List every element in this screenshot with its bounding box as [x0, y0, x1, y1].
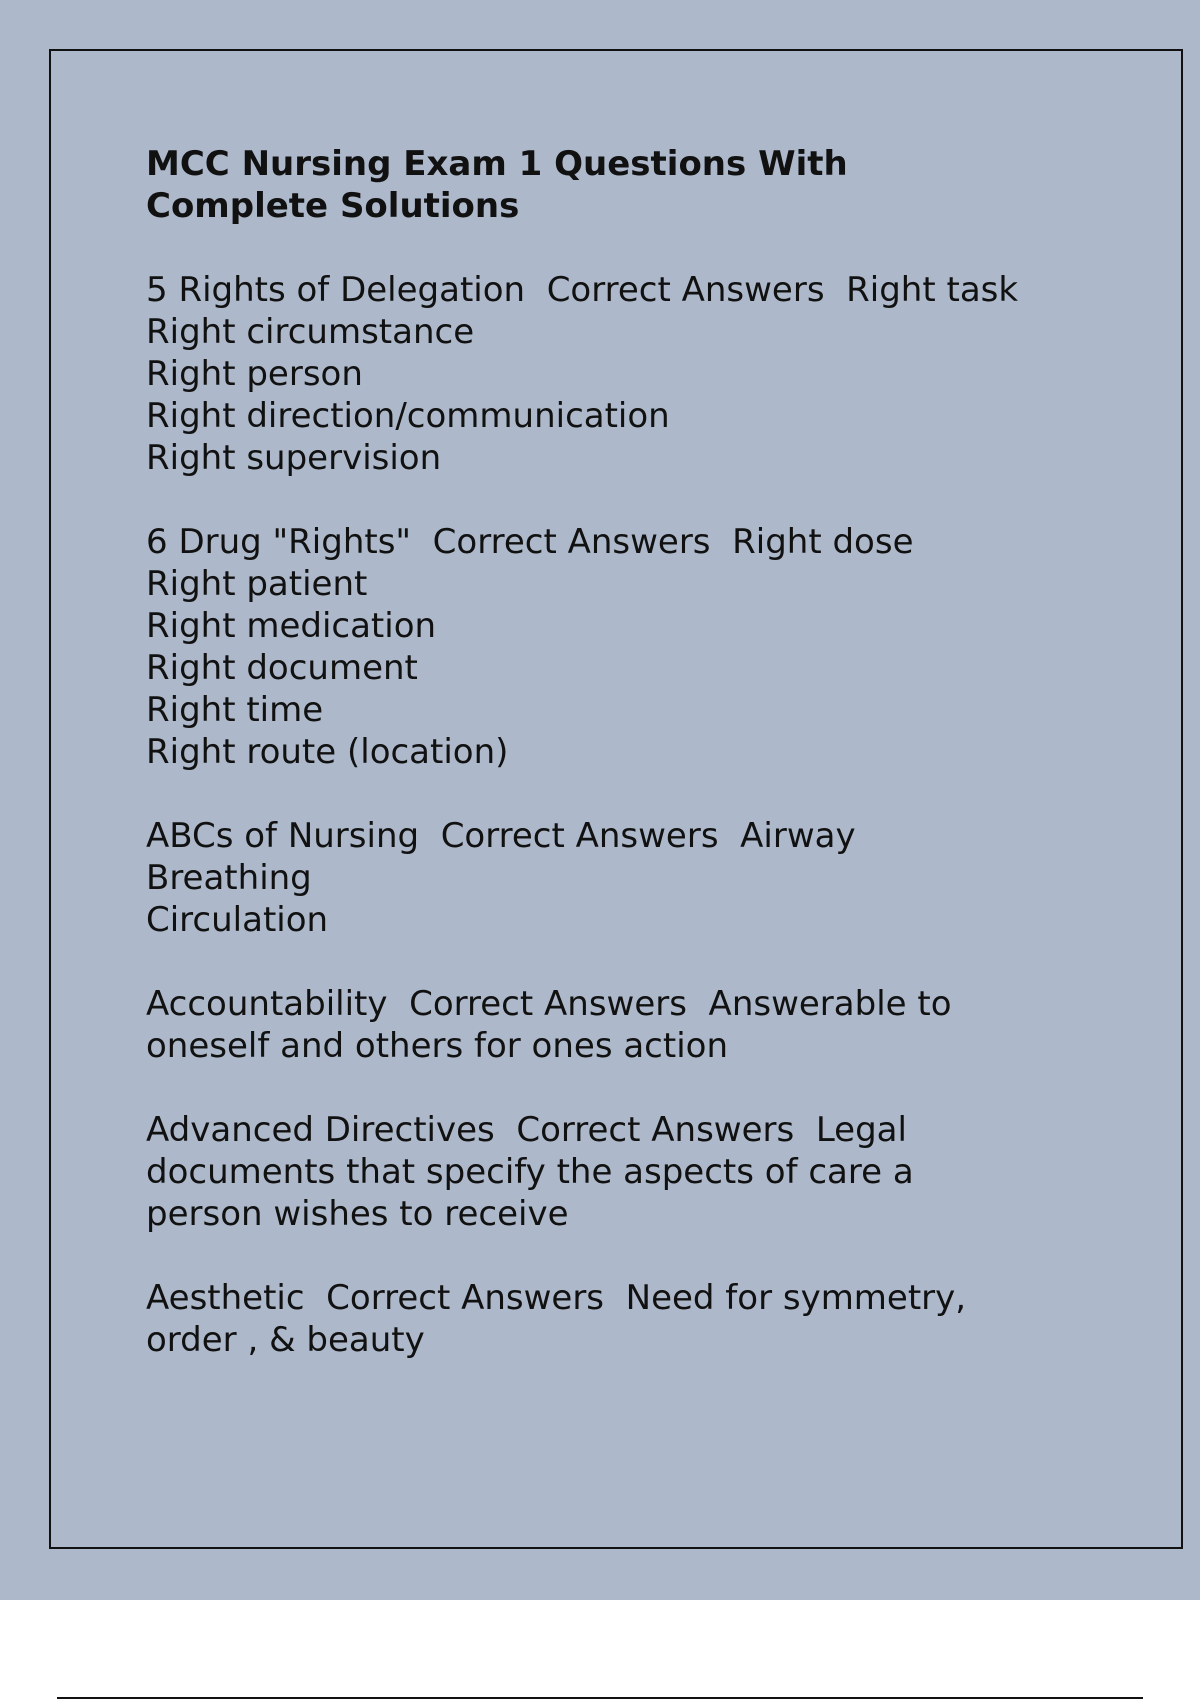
- entry-line: 6 Drug "Rights" Correct Answers Right dose: [146, 522, 914, 562]
- entry-line: Right document: [146, 648, 418, 688]
- entry-line: Advanced Directives Correct Answers Legal: [146, 1110, 907, 1150]
- entry-line: documents that specify the aspects of care a: [146, 1152, 914, 1192]
- entry-line: Aesthetic Correct Answers Need for symmetry,: [146, 1278, 967, 1318]
- entry-line: Right time: [146, 690, 324, 730]
- document-content: [146, 143, 1106, 1403]
- entry-line: order , & beauty: [146, 1320, 425, 1360]
- qa-entry-accountability: [146, 983, 1106, 1067]
- qa-entry-delegation: [146, 269, 1106, 479]
- entry-line: oneself and others for ones action: [146, 1026, 729, 1066]
- qa-entry-abcs: [146, 815, 1106, 941]
- entry-line: person wishes to receive: [146, 1194, 569, 1234]
- document-title: [146, 143, 946, 227]
- entry-line: Right route (location): [146, 732, 509, 772]
- entry-line: Right person: [146, 354, 363, 394]
- entry-line: Right direction/communication: [146, 396, 670, 436]
- title-line: MCC Nursing Exam 1 Questions With: [146, 144, 848, 184]
- entry-line: Right supervision: [146, 438, 442, 478]
- entry-line: Breathing: [146, 858, 312, 898]
- qa-entry-drug-rights: [146, 521, 1106, 773]
- title-line: Complete Solutions: [146, 186, 520, 226]
- entry-line: 5 Rights of Delegation Correct Answers Right task: [146, 270, 1019, 310]
- footer-divider: [57, 1697, 1143, 1699]
- entry-line: Circulation: [146, 900, 329, 940]
- entry-line: Right patient: [146, 564, 368, 604]
- entry-line: ABCs of Nursing Correct Answers Airway: [146, 816, 856, 856]
- entry-line: Right circumstance: [146, 312, 475, 352]
- entry-line: Right medication: [146, 606, 437, 646]
- entry-line: Accountability Correct Answers Answerable to: [146, 984, 952, 1024]
- qa-entry-aesthetic: [146, 1277, 1106, 1361]
- qa-entry-advanced-directives: [146, 1109, 1106, 1235]
